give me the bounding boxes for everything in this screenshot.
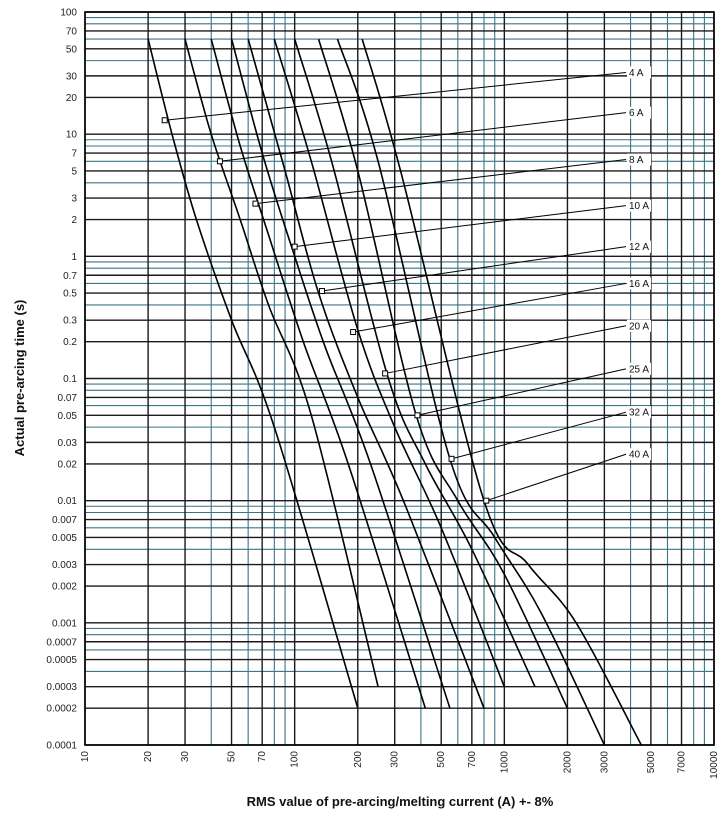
y-tick-label: 2 bbox=[71, 215, 77, 227]
y-tick-label: 7 bbox=[71, 148, 77, 160]
y-tick-label: 100 bbox=[60, 7, 77, 19]
x-tick-label: 300 bbox=[389, 751, 401, 768]
curve-label: 12 A bbox=[629, 242, 650, 254]
x-tick-label: 1000 bbox=[499, 751, 511, 774]
y-tick-label: 30 bbox=[65, 71, 77, 83]
x-tick-label: 20 bbox=[143, 751, 155, 763]
y-tick-label: 0.7 bbox=[63, 270, 77, 282]
y-tick-label: 0.0001 bbox=[46, 740, 77, 752]
y-tick-label: 0.2 bbox=[63, 337, 77, 349]
x-tick-label: 200 bbox=[352, 751, 364, 768]
y-tick-label: 1 bbox=[71, 251, 77, 263]
x-tick-label: 2000 bbox=[562, 751, 574, 774]
y-tick-label: 20 bbox=[65, 92, 77, 104]
y-tick-label: 0.01 bbox=[57, 496, 77, 508]
y-tick-label: 5 bbox=[71, 166, 77, 178]
curve-marker bbox=[217, 159, 222, 164]
x-tick-label: 100 bbox=[289, 751, 301, 768]
y-tick-label: 70 bbox=[65, 26, 77, 38]
x-tick-label: 10000 bbox=[709, 751, 720, 779]
x-tick-label: 10 bbox=[80, 751, 91, 763]
curve-label: 6 A bbox=[629, 108, 644, 120]
x-tick-label: 7000 bbox=[676, 751, 688, 774]
curve-label: 8 A bbox=[629, 155, 644, 167]
y-tick-label: 0.0005 bbox=[46, 655, 77, 667]
x-tick-label: 5000 bbox=[645, 751, 657, 774]
curve-marker bbox=[383, 371, 388, 376]
curve-marker bbox=[253, 201, 258, 206]
curve-label: 16 A bbox=[629, 278, 650, 290]
curve-label: 20 A bbox=[629, 321, 650, 333]
y-tick-label: 0.007 bbox=[51, 515, 77, 527]
x-tick-label: 30 bbox=[180, 751, 192, 763]
y-tick-label: 0.0002 bbox=[46, 703, 77, 715]
y-tick-label: 3 bbox=[71, 193, 77, 205]
x-tick-label: 70 bbox=[257, 751, 269, 763]
y-tick-label: 0.02 bbox=[57, 459, 77, 471]
y-tick-label: 0.0003 bbox=[46, 682, 77, 694]
curve-marker bbox=[292, 244, 297, 249]
y-tick-label: 0.07 bbox=[57, 392, 77, 404]
x-tick-label: 3000 bbox=[599, 751, 611, 774]
x-tick-label: 500 bbox=[436, 751, 448, 768]
curve-marker bbox=[449, 456, 454, 461]
y-tick-label: 0.005 bbox=[51, 532, 77, 544]
y-tick-label: 0.05 bbox=[57, 410, 77, 422]
y-tick-label: 0.3 bbox=[63, 315, 77, 327]
curve-label: 4 A bbox=[629, 67, 644, 79]
y-tick-label: 0.001 bbox=[51, 618, 77, 630]
y-tick-label: 50 bbox=[65, 44, 77, 56]
y-tick-label: 10 bbox=[65, 129, 77, 141]
curve-marker bbox=[484, 498, 489, 503]
curve-label: 32 A bbox=[629, 407, 650, 419]
y-tick-label: 0.5 bbox=[63, 288, 77, 300]
curve-marker bbox=[351, 330, 356, 335]
y-tick-label: 0.0007 bbox=[46, 637, 77, 649]
y-tick-label: 0.03 bbox=[57, 437, 77, 449]
y-axis-title: Actual pre-arcing time (s) bbox=[12, 299, 27, 457]
y-tick-label: 0.003 bbox=[51, 560, 77, 572]
x-axis-title: RMS value of pre-arcing/melting current (A) +- 8% bbox=[246, 794, 554, 809]
curve-marker bbox=[162, 118, 167, 123]
y-tick-label: 0.1 bbox=[63, 374, 77, 385]
x-tick-label: 50 bbox=[226, 751, 238, 763]
curve-marker bbox=[319, 289, 324, 294]
curve-label: 10 A bbox=[629, 201, 650, 213]
curve-label: 25 A bbox=[629, 364, 650, 376]
x-tick-label: 700 bbox=[466, 751, 478, 768]
curve-label: 40 A bbox=[629, 449, 650, 461]
curve-marker bbox=[415, 413, 420, 418]
y-tick-label: 0.002 bbox=[51, 581, 77, 593]
